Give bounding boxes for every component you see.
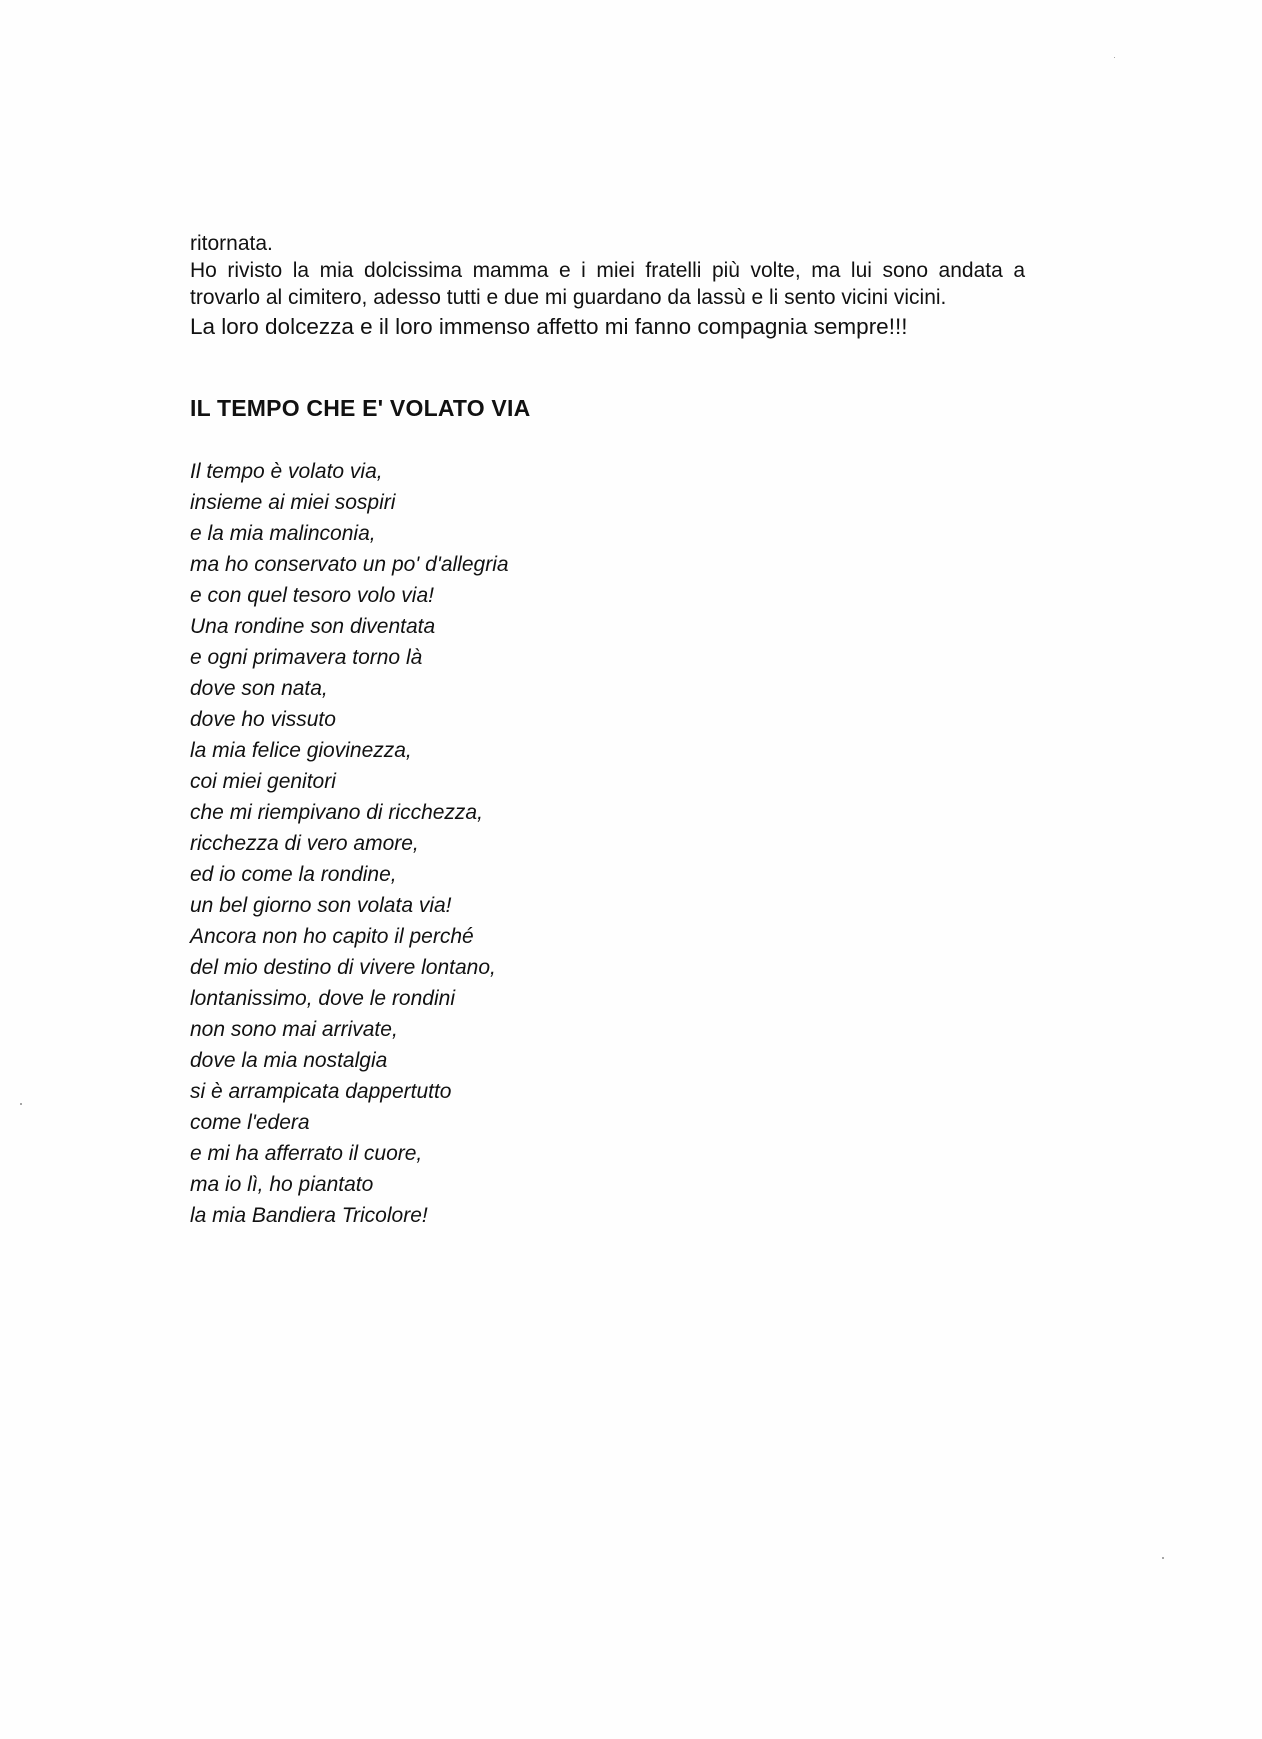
poem-line: un bel giorno son volata via! [190,894,452,917]
scan-speck [1114,57,1115,58]
poem-line: del mio destino di vivere lontano, [190,956,496,979]
poem-line: e mi ha afferrato il cuore, [190,1142,423,1165]
poem-line: Ancora non ho capito il perché [190,925,474,948]
poem-line: dove ho vissuto [190,708,336,731]
poem-body [190,456,509,1231]
poem-line: dove son nata, [190,677,328,700]
intro-line-ending: ritornata. [190,232,273,255]
poem-line: che mi riempivano di ricchezza, [190,801,483,824]
poem-line: lontanissimo, dove le rondini [190,987,455,1010]
poem-line: ed io come la rondine, [190,863,397,886]
poem-line: dove la mia nostalgia [190,1049,388,1072]
poem-line: ma io lì, ho piantato [190,1173,374,1196]
poem-title: IL TEMPO CHE E' VOLATO VIA [190,395,531,421]
poem-line: ricchezza di vero amore, [190,832,419,855]
poem-line: la mia felice giovinezza, [190,739,412,762]
scan-speck [20,1103,22,1105]
poem-line: e la mia malinconia, [190,522,376,545]
poem-line: ma ho conservato un po' d'allegria [190,553,509,576]
poem-line: coi miei genitori [190,770,336,793]
poem-line: Una rondine son diventata [190,615,436,638]
poem-line: non sono mai arrivate, [190,1018,398,1041]
poem-line: e con quel tesoro volo via! [190,584,434,607]
intro-paragraph: Ho rivisto la mia dolcissima mamma e i miei fratelli più volte, ma lui sono andata a trovarlo al cimitero, adesso tutti e due mi guardano da lassù e li sento vicini vicini. [190,259,1025,309]
poem-line: si è arrampicata dappertutto [190,1080,452,1103]
scan-speck [1162,1557,1164,1559]
poem-line: e ogni primavera torno là [190,646,423,669]
intro-text [190,230,1025,342]
intro-closing-sentence: La loro dolcezza e il loro immenso affetto mi fanno compagnia sempre!!! [190,314,908,339]
poem-line: insieme ai miei sospiri [190,491,396,514]
poem-line: come l'edera [190,1111,310,1134]
poem-line: Il tempo è volato via, [190,460,383,483]
poem-line: la mia Bandiera Tricolore! [190,1204,428,1227]
